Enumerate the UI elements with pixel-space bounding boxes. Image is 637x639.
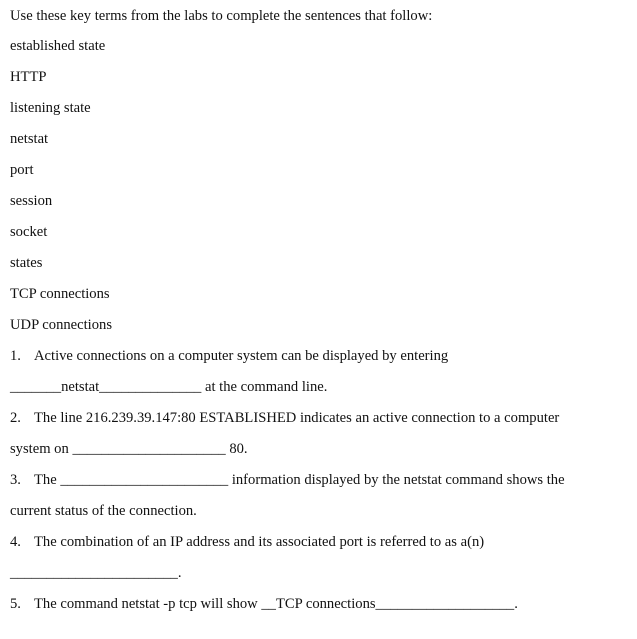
question-2 [10, 409, 559, 427]
question-5-text: The command netstat -p tcp will show [34, 596, 262, 612]
question-2-blank[interactable]: _____________________ [72, 441, 226, 457]
term-states: states [10, 255, 43, 271]
question-1-continuation [10, 378, 327, 396]
term-http: HTTP [10, 69, 47, 85]
question-1-answer[interactable]: _______netstat______________ [10, 379, 202, 395]
instructions-text: Use these key terms from the labs to complete the sentences that follow: [10, 8, 433, 24]
question-5-tail: . [514, 596, 518, 612]
question-4-number: 4. [10, 534, 21, 550]
question-4 [10, 533, 484, 551]
question-4-blank[interactable]: _______________________. [10, 565, 182, 581]
term-established-state: established state [10, 38, 106, 54]
question-1 [10, 347, 448, 365]
question-3-tail: information displayed by the netstat command shows the [228, 472, 565, 488]
question-1-text: Active connections on a computer system can be displayed by entering [34, 348, 449, 364]
question-2-tail: 80. [225, 441, 248, 457]
question-3-blank[interactable]: _______________________ [60, 472, 229, 488]
question-2-cont: system on [10, 441, 73, 457]
term-session: session [10, 193, 53, 209]
term-tcp-connections: TCP connections [10, 286, 110, 302]
question-2-continuation [10, 440, 248, 458]
term-port: port [10, 162, 34, 178]
term-listening-state: listening state [10, 100, 91, 116]
question-1-number: 1. [10, 348, 21, 364]
term-socket: socket [10, 224, 48, 240]
question-3-number: 3. [10, 472, 21, 488]
question-2-text: The line 216.239.39.147:80 ESTABLISHED indicates an active connection to a computer [34, 410, 560, 426]
term-netstat: netstat [10, 131, 49, 147]
question-3 [10, 471, 565, 489]
question-5-answer[interactable]: __TCP connections___________________ [261, 596, 515, 612]
question-1-tail: at the command line. [201, 379, 328, 395]
question-4-text: The combination of an IP address and its associated port is referred to as a(n) [34, 534, 485, 550]
term-udp-connections: UDP connections [10, 317, 113, 333]
question-5 [10, 595, 518, 613]
question-5-number: 5. [10, 596, 21, 612]
question-3-continuation: current status of the connection. [10, 503, 197, 519]
question-2-number: 2. [10, 410, 21, 426]
question-3-text: The [34, 472, 61, 488]
